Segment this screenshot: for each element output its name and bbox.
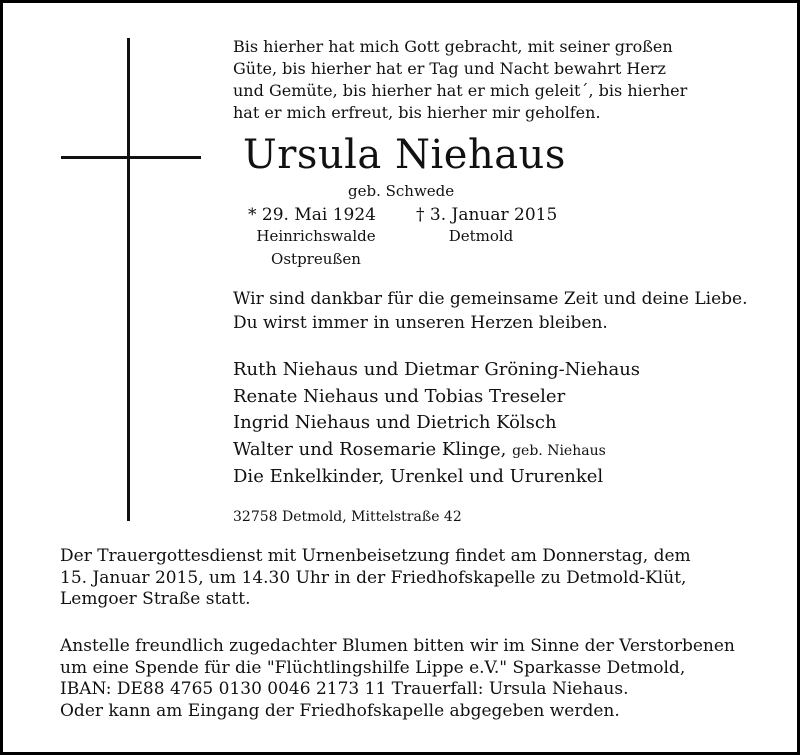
- donation-line: Oder kann am Eingang der Friedhofskapelle abgegeben werden.: [60, 700, 620, 721]
- mourner-name: Walter und Rosemarie Klinge,: [233, 438, 507, 460]
- thanks-line: Du wirst immer in unseren Herzen bleiben.: [233, 313, 608, 333]
- mourner-entry: [233, 384, 773, 411]
- birth-place: Heinrichswalde Ostpreußen: [256, 227, 376, 268]
- birth-date: * 29. Mai 1924: [248, 205, 376, 225]
- family-address: 32758 Detmold, Mittelstraße 42: [233, 509, 462, 525]
- verse-line: hat er mich erfreut, bis hierher mir geholfen.: [233, 103, 601, 122]
- verse-line: und Gemüte, bis hierher hat er mich geleit´, bis hierher: [233, 81, 688, 100]
- deceased-name: Ursula Niehaus: [243, 132, 566, 178]
- donation-line: Anstelle freundlich zugedachter Blumen bitten wir im Sinne der Verstorbenen: [60, 636, 735, 656]
- death-place: Detmold: [448, 227, 514, 245]
- mourner-entry: [233, 357, 773, 384]
- mourner-note: geb. Niehaus: [512, 442, 606, 459]
- thanks-message: [233, 287, 773, 335]
- verse-line: Bis hierher hat mich Gott gebracht, mit seiner großen: [233, 37, 673, 56]
- service-line: Lemgoer Straße statt.: [60, 589, 251, 609]
- service-line: 15. Januar 2015, um 14.30 Uhr in der Friedhofskapelle zu Detmold-Klüt,: [60, 567, 687, 588]
- mourner-entry: [233, 410, 773, 437]
- verse-quote: [233, 36, 753, 124]
- death-date: † 3. Januar 2015: [416, 205, 558, 225]
- mourner-name: Ruth Niehaus und Dietmar Gröning-Niehaus: [233, 359, 641, 380]
- funeral-service-info: [60, 546, 780, 611]
- mourner-entry: [233, 464, 773, 491]
- donation-line: um eine Spende für die "Flüchtlingshilfe Lippe e.V." Sparkasse Detmold,: [60, 657, 686, 678]
- service-line: Der Trauergottesdienst mit Urnenbeisetzung findet am Donnerstag, dem: [60, 546, 691, 566]
- mourner-name: Die Enkelkinder, Urenkel und Ururenkel: [233, 466, 604, 487]
- thanks-line: Wir sind dankbar für die gemeinsame Zeit und deine Liebe.: [233, 289, 748, 309]
- verse-line: Güte, bis hierher hat er Tag und Nacht bewahrt Herz: [233, 59, 666, 78]
- mourner-name: Renate Niehaus und Tobias Treseler: [233, 385, 566, 407]
- mourner-entry: [233, 437, 773, 465]
- mourner-name: Ingrid Niehaus und Dietrich Kölsch: [233, 412, 557, 433]
- cross-horizontal-bar: [61, 156, 201, 159]
- donation-info: [60, 636, 780, 722]
- donation-line: IBAN: DE88 4765 0130 0046 2173 11 Trauerfall: Ursula Niehaus.: [60, 679, 629, 699]
- maiden-name: geb. Schwede: [348, 182, 455, 200]
- cross-vertical-bar: [127, 38, 130, 521]
- mourners-list: [233, 357, 773, 491]
